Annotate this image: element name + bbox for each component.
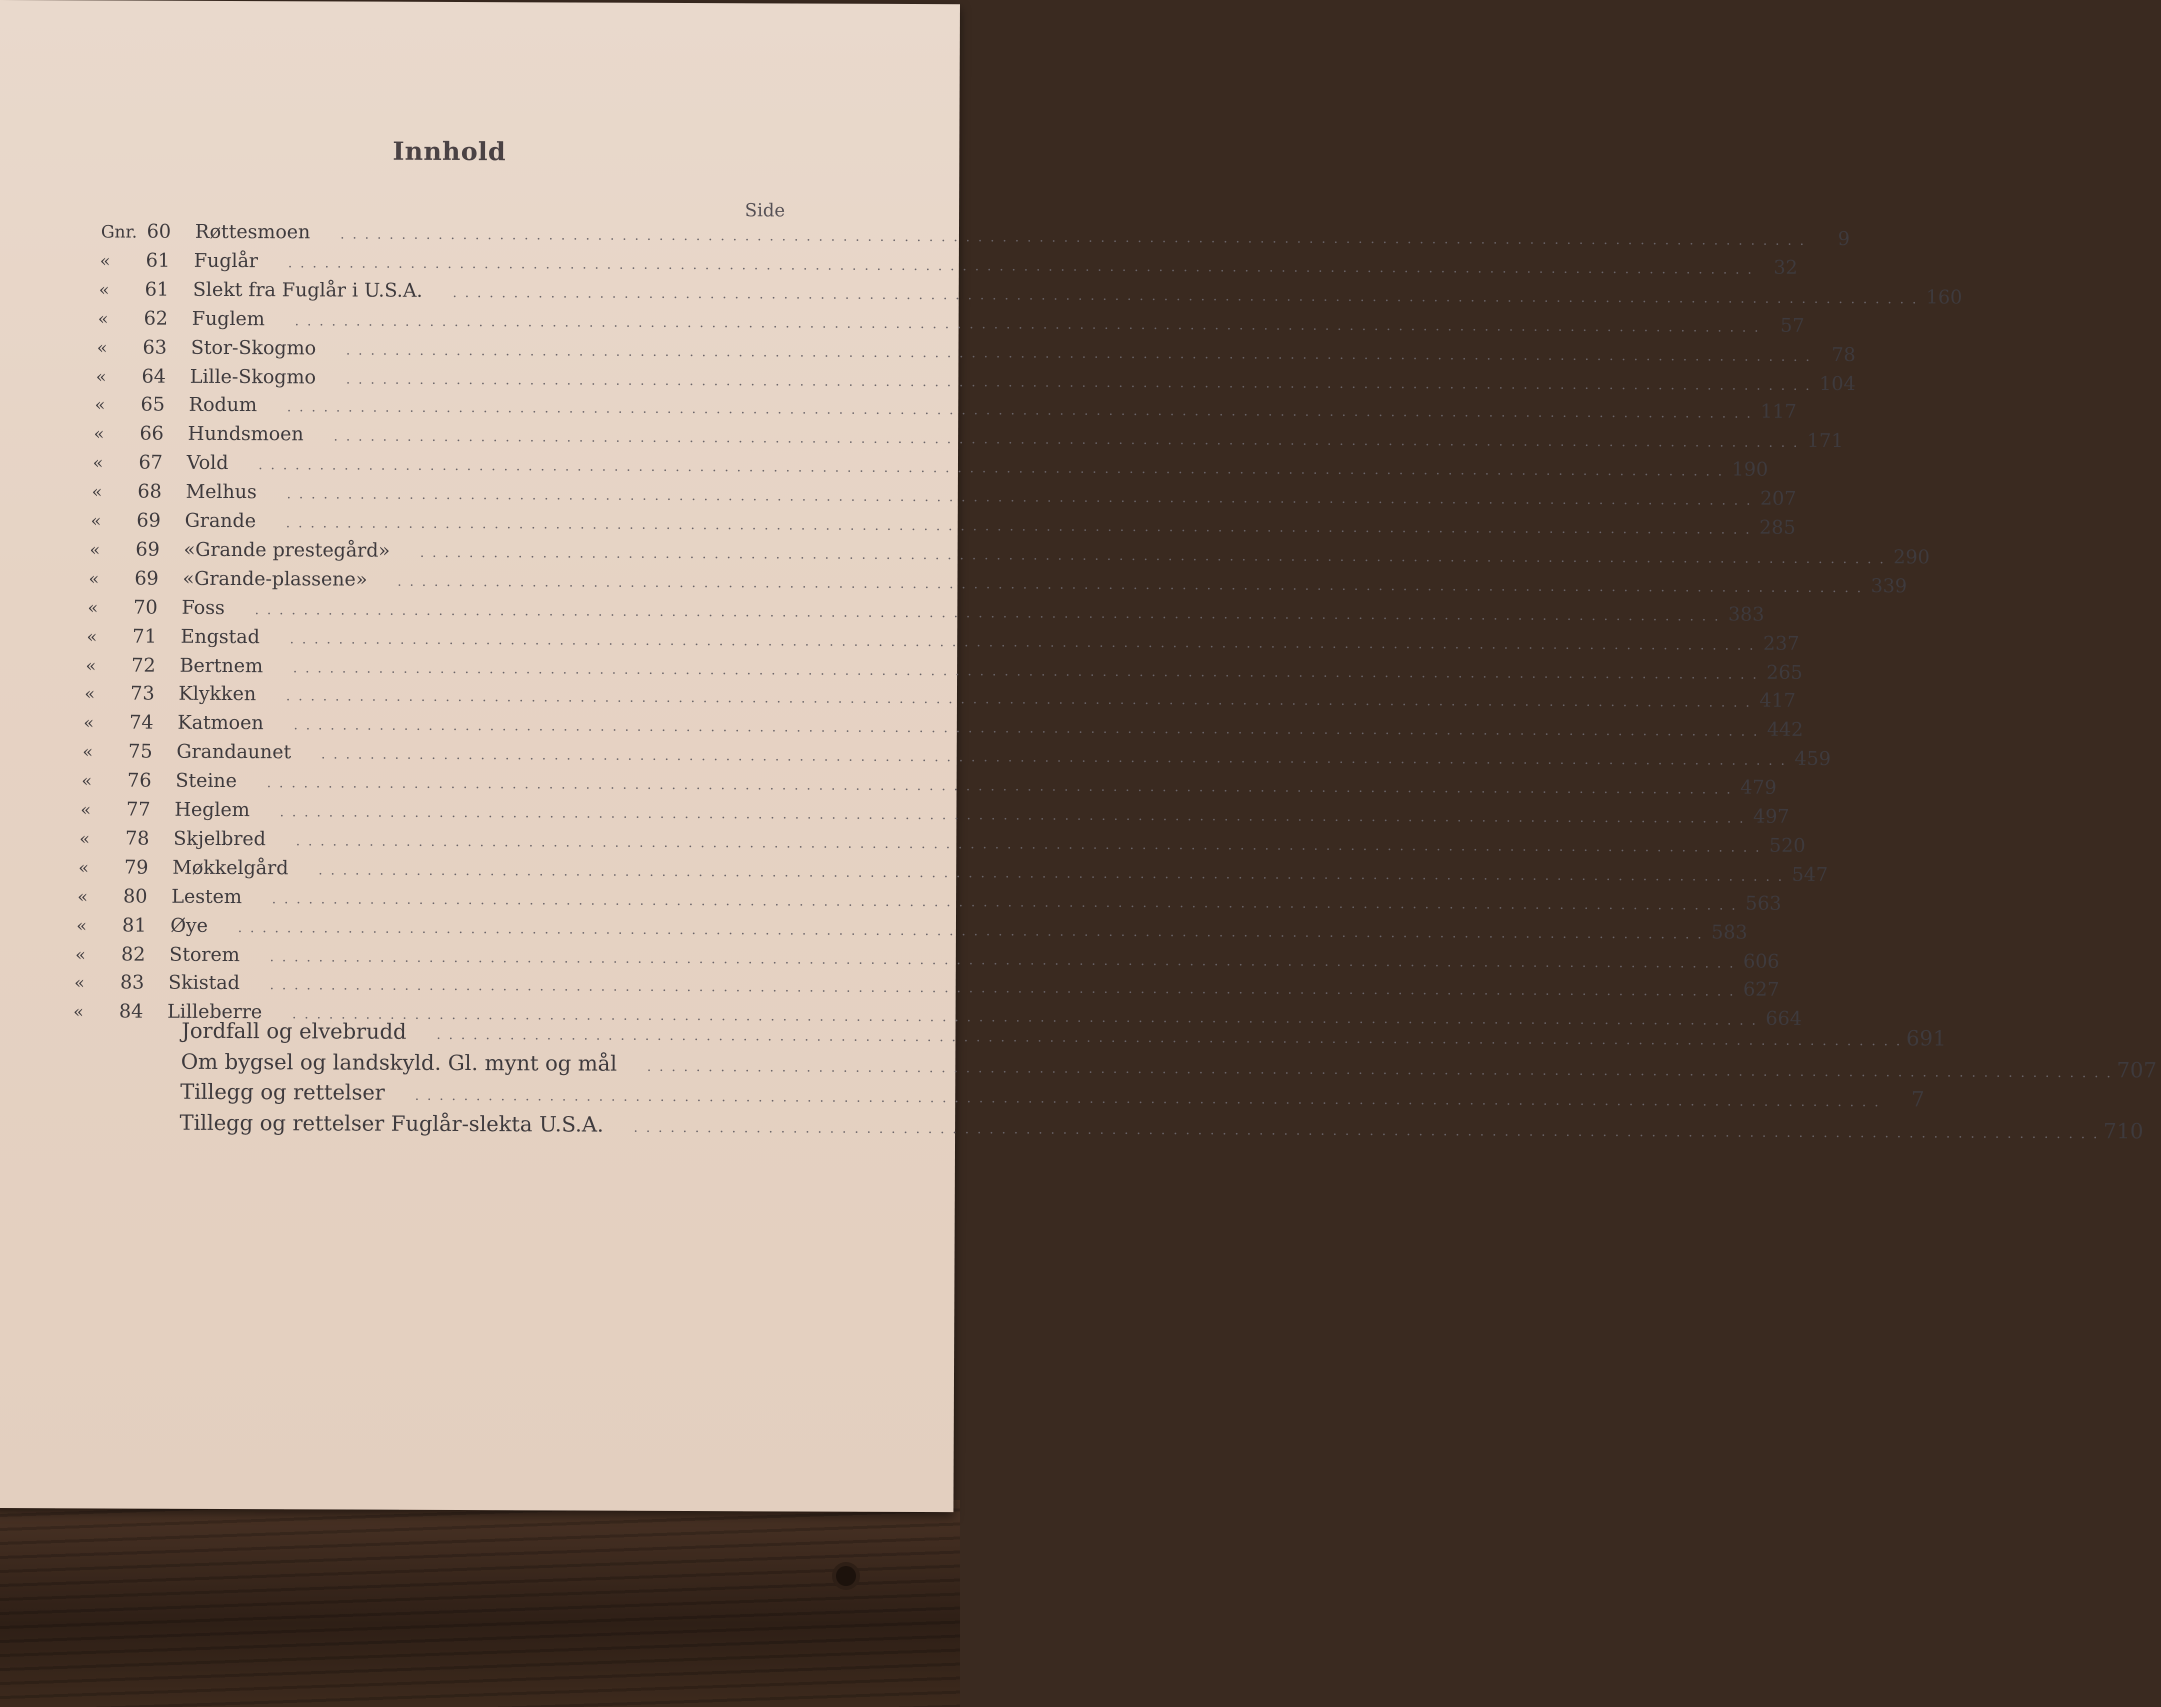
toc-entry (87, 596, 1765, 626)
toc-entry (80, 798, 1790, 828)
farm-number: 69 (136, 509, 161, 532)
farm-number-prefix: « (95, 366, 107, 387)
toc-entry (97, 307, 1805, 337)
page-number: 520 (1769, 834, 1806, 857)
toc-entry (98, 278, 1963, 309)
farm-number: 61 (145, 249, 171, 272)
toc-entry (91, 480, 1797, 510)
farm-number: 71 (132, 625, 157, 648)
farm-number: 75 (128, 740, 153, 763)
farm-number: 61 (144, 278, 169, 301)
page-number: 207 (1760, 487, 1797, 510)
appendix-title: Jordfall og elvebrudd (181, 1018, 407, 1044)
farm-number-prefix: « (89, 540, 101, 561)
dot-leader: . . . . . . . . . . . . . . . . . . . . . . . . . . . . . . . . . . . . . . . . . . . . . . . . . . . . . . . . . . . . . . . . . . . . . . . . . . . . . . . . . . . . . . . . . . . . . . . . . . . . . . . . . . . . . . . . . . . . . . . . (269, 949, 1736, 972)
farm-number: 80 (123, 885, 148, 908)
dot-leader: . . . . . . . . . . . . . . . . . . . . . . . . . . . . . . . . . . . . . . . . . . . . . . . . . . . . . . . . . . . . . . . . . . . . . . . . . . . . . . . . . . . . . . . . . . . . . . . . . . . . . . . . . . . . . . . . . . . . . . . . (633, 1120, 2100, 1142)
toc-entry (74, 971, 1780, 1002)
farm-number-prefix: « (94, 395, 106, 416)
farm-number: 69 (134, 567, 159, 590)
farm-number: 76 (127, 769, 152, 792)
dot-leader: . . . . . . . . . . . . . . . . . . . . . . . . . . . . . . . . . . . . . . . . . . . . . . . . . . . . . . . . . . . . . . . . . . . . . . . . . . . . . . . . . . . . . . . . . . . . . . . . . . . . . . . . . . . . . . . . . . . . . . . . (237, 920, 1704, 943)
farm-name: Skjelbred (173, 827, 266, 851)
farm-name: Bertnem (179, 654, 264, 677)
farm-name: Katmoen (177, 712, 264, 735)
page-number: 442 (1766, 719, 1804, 742)
page-number: 285 (1759, 516, 1796, 539)
dot-leader: . . . . . . . . . . . . . . . . . . . . . . . . . . . . . . . . . . . . . . . . . . . . . . . . . . . . . . . . . . . . . . . . . . . . . . . . . . . . . . . . . . . . . . . . . . . . . . . . . . . . . . . . . . . . . . . . . . . . . . . . (646, 1059, 2113, 1081)
toc-entry (85, 654, 1803, 684)
farm-name: Slekt fra Fuglår i U.S.A. (192, 278, 423, 302)
farm-number-prefix: « (75, 944, 86, 965)
page-number: 583 (1711, 921, 1748, 944)
farm-name: Grande (184, 509, 257, 533)
dot-leader: . . . . . . . . . . . . . . . . . . . . . . . . . . . . . . . . . . . . . . . . . . . . . . . . . . . . . . . . . . . . . . . . . . . . . . . . . . . . . . . . . . . . . . . . . . . . . . . . . . . . . . . . . . . . . . . . . . . . . . . . (294, 313, 1761, 336)
dot-leader: . . . . . . . . . . . . . . . . . . . . . . . . . . . . . . . . . . . . . . . . . . . . . . . . . . . . . . . . . . . . . . . . . . . . . . . . . . . . . . . . . . . . . . . . . . . . . . . . . . . . . . . . . . . . . . . . . . . . . . . . (254, 602, 1721, 625)
dot-leader: . . . . . . . . . . . . . . . . . . . . . . . . . . . . . . . . . . . . . . . . . . . . . . . . . . . . . . . . . . . . . . . . . . . . . . . . . . . . . . . . . . . . . . . . . . . . . . . . . . . . . . . . . . . . . . . . . . . . . . . . (321, 747, 1787, 769)
dot-leader: . . . . . . . . . . . . . . . . . . . . . . . . . . . . . . . . . . . . . . . . . . . . . . . . . . . . . . . . . . . . . . . . . . . . . . . . . . . . . . . . . . . . . . . . . . . . . . . . . . . . . . . . . . . . . . . . . . . . . . . . (318, 863, 1785, 885)
farm-number: 70 (133, 596, 158, 619)
farm-name: Grandaunet (176, 740, 292, 764)
farm-name: Lilleberre (167, 1001, 263, 1024)
farm-number-prefix: « (91, 482, 103, 503)
farm-number: 78 (125, 827, 150, 850)
page-number: 497 (1753, 805, 1790, 828)
dot-leader: . . . . . . . . . . . . . . . . . . . . . . . . . . . . . . . . . . . . . . . . . . . . . . . . . . . . . . . . . . . . . . . . . . . . . . . . . . . . . . . . . . . . . . . . . . . . . . . . . . . . . . . . . . . . . . . . . . . . . . . . (292, 660, 1759, 683)
dot-leader: . . . . . . . . . . . . . . . . . . . . . . . . . . . . . . . . . . . . . . . . . . . . . . . . . . . . . . . . . . . . . . . . . . . . . . . . . . . . . . . . . . . . . . . . . . . . . . . . . . . . . . . . . . . . . . . . . . . . . . . . (420, 545, 1886, 568)
farm-number: 74 (129, 711, 154, 734)
dot-leader: . . . . . . . . . . . . . . . . . . . . . . . . . . . . . . . . . . . . . . . . . . . . . . . . . . . . . . . . . . . . . . . . . . . . . . . . . . . . . . . . . . . . . . . . . . . . . . . . . . . . . . . . . . . . . . . . . . . . . . . . (266, 776, 1733, 798)
page-number: 383 (1728, 603, 1765, 626)
farm-number-prefix: « (80, 800, 91, 821)
farm-number-prefix: « (77, 887, 88, 908)
farm-number-prefix: « (82, 742, 93, 763)
page-number: 290 (1893, 546, 1930, 569)
farm-number: 62 (143, 307, 168, 330)
farm-number-prefix: « (97, 309, 109, 330)
appendix-entry (180, 1079, 1925, 1112)
farm-name: Heglem (174, 798, 250, 822)
farm-number: 82 (121, 943, 146, 966)
dot-leader: . . . . . . . . . . . . . . . . . . . . . . . . . . . . . . . . . . . . . . . . . . . . . . . . . . . . . . . . . . . . . . . . . . . . . . . . . . . . . . . . . . . . . . . . . . . . . . . . . . . . . . . . . . . . . . . . . . . . . . . . (346, 343, 1812, 365)
farm-number-prefix: « (92, 453, 104, 474)
farm-name: Lille-Skogmo (189, 365, 317, 388)
toc-entry (88, 567, 1908, 598)
page-number: 117 (1760, 401, 1797, 424)
toc-entry (94, 394, 1797, 424)
farm-number-prefix: « (98, 280, 110, 301)
page-number: 707 (2116, 1057, 2157, 1082)
farm-number-prefix: « (85, 655, 97, 676)
side-column-label: Side (744, 200, 786, 222)
farm-number: 64 (141, 365, 166, 388)
dot-leader: . . . . . . . . . . . . . . . . . . . . . . . . . . . . . . . . . . . . . . . . . . . . . . . . . . . . . . . . . . . . . . . . . . . . . . . . . . . . . . . . . . . . . . . . . . . . . . . . . . . . . . . . . . . . . . . . . . . . . . . . (333, 429, 1800, 452)
farm-name: Stor-Skogmo (190, 336, 317, 359)
dot-leader: . . . . . . . . . . . . . . . . . . . . . . . . . . . . . . . . . . . . . . . . . . . . . . . . . . . . . . . . . . . . . . . . . . . . . . . . . . . . . . . . . . . . . . . . . . . . . . . . . . . . . . . . . . . . . . . . . . . . . . . . (436, 1027, 1903, 1050)
dot-leader: . . . . . . . . . . . . . . . . . . . . . . . . . . . . . . . . . . . . . . . . . . . . . . . . . . . . . . . . . . . . . . . . . . . . . . . . . . . . . . . . . . . . . . . . . . . . . . . . . . . . . . . . . . . . . . . . . . . . . . . . (414, 1088, 1881, 1111)
dot-leader: . . . . . . . . . . . . . . . . . . . . . . . . . . . . . . . . . . . . . . . . . . . . . . . . . . . . . . . . . . . . . . . . . . . . . . . . . . . . . . . . . . . . . . . . . . . . . . . . . . . . . . . . . . . . . . . . . . . . . . . . (258, 458, 1725, 480)
farm-number: 83 (120, 971, 145, 995)
page-number: 627 (1743, 979, 1780, 1002)
farm-name: Fuglem (191, 307, 265, 330)
toc-entry (86, 625, 1800, 655)
dot-leader: . . . . . . . . . . . . . . . . . . . . . . . . . . . . . . . . . . . . . . . . . . . . . . . . . . . . . . . . . . . . . . . . . . . . . . . . . . . . . . . . . . . . . . . . . . . . . . . . . . . . . . . . . . . . . . . . . . . . . . . . (295, 834, 1762, 856)
farm-name: «Grande prestegård» (183, 538, 391, 562)
farm-number-prefix: « (81, 771, 92, 792)
toc-entry (92, 451, 1769, 481)
dot-leader: . . . . . . . . . . . . . . . . . . . . . . . . . . . . . . . . . . . . . . . . . . . . . . . . . . . . . . . . . . . . . . . . . . . . . . . . . . . . . . . . . . . . . . . . . . . . . . . . . . . . . . . . . . . . . . . . . . . . . . . . (287, 256, 1754, 278)
dot-leader: . . . . . . . . . . . . . . . . . . . . . . . . . . . . . . . . . . . . . . . . . . . . . . . . . . . . . . . . . . . . . . . . . . . . . . . . . . . . . . . . . . . . . . . . . . . . . . . . . . . . . . . . . . . . . . . . . . . . . . . . (286, 400, 1753, 423)
page-number: 237 (1763, 632, 1800, 655)
page-number: 459 (1794, 748, 1831, 771)
page-title: Innhold (392, 136, 507, 167)
farm-number: 63 (142, 336, 167, 359)
page-number: 563 (1745, 892, 1782, 915)
dot-leader: . . . . . . . . . . . . . . . . . . . . . . . . . . . . . . . . . . . . . . . . . . . . . . . . . . . . . . . . . . . . . . . . . . . . . . . . . . . . . . . . . . . . . . . . . . . . . . . . . . . . . . . . . . . . . . . . . . . . . . . . (286, 689, 1752, 712)
page-number: 104 (1819, 372, 1856, 395)
dot-leader: . . . . . . . . . . . . . . . . . . . . . . . . . . . . . . . . . . . . . . . . . . . . . . . . . . . . . . . . . . . . . . . . . . . . . . . . . . . . . . . . . . . . . . . . . . . . . . . . . . . . . . . . . . . . . . . . . . . . . . . . (397, 574, 1864, 596)
farm-number: 60 (146, 220, 172, 243)
toc-entry (78, 856, 1829, 886)
dot-leader: . . . . . . . . . . . . . . . . . . . . . . . . . . . . . . . . . . . . . . . . . . . . . . . . . . . . . . . . . . . . . . . . . . . . . . . . . . . . . . . . . . . . . . . . . . . . . . . . . . . . . . . . . . . . . . . . . . . . . . . . (452, 285, 1919, 308)
farm-number-prefix: « (78, 858, 89, 879)
page-number: 479 (1740, 776, 1777, 799)
toc-entry (77, 885, 1782, 915)
page-number: 160 (1925, 286, 1963, 309)
toc-entry (81, 769, 1777, 799)
page-number: 171 (1807, 430, 1844, 453)
page-number: 265 (1766, 661, 1803, 684)
appendix-title: Tillegg og rettelser (180, 1079, 385, 1105)
page-number: 339 (1870, 574, 1908, 598)
farm-number-prefix: Gnr. (100, 222, 138, 243)
dot-leader: . . . . . . . . . . . . . . . . . . . . . . . . . . . . . . . . . . . . . . . . . . . . . . . . . . . . . . . . . . . . . . . . . . . . . . . . . . . . . . . . . . . . . . . . . . . . . . . . . . . . . . . . . . . . . . . . . . . . . . . . (269, 978, 1736, 1000)
farm-number: 67 (138, 451, 163, 474)
farm-number-prefix: « (73, 1002, 84, 1023)
toc-entry (90, 509, 1796, 539)
dot-leader: . . . . . . . . . . . . . . . . . . . . . . . . . . . . . . . . . . . . . . . . . . . . . . . . . . . . . . . . . . . . . . . . . . . . . . . . . . . . . . . . . . . . . . . . . . . . . . . . . . . . . . . . . . . . . . . . . . . . . . . . (289, 631, 1756, 654)
dot-leader: . . . . . . . . . . . . . . . . . . . . . . . . . . . . . . . . . . . . . . . . . . . . . . . . . . . . . . . . . . . . . . . . . . . . . . . . . . . . . . . . . . . . . . . . . . . . . . . . . . . . . . . . . . . . . . . . . . . . . . . . (286, 487, 1753, 509)
farm-name: Engstad (180, 625, 260, 648)
appendix-title: Tillegg og rettelser Fuglår-slekta U.S.A. (179, 1110, 604, 1137)
dot-leader: . . . . . . . . . . . . . . . . . . . . . . . . . . . . . . . . . . . . . . . . . . . . . . . . . . . . . . . . . . . . . . . . . . . . . . . . . . . . . . . . . . . . . . . . . . . . . . . . . . . . . . . . . . . . . . . . . . . . . . . . (285, 516, 1752, 538)
farm-name: Vold (186, 452, 229, 475)
farm-number-prefix: « (76, 915, 87, 936)
appendix-title: Om bygsel og landskyld. Gl. mynt og mål (180, 1049, 618, 1076)
page-number: 9 (1837, 228, 1850, 251)
farm-name: Rodum (188, 394, 258, 417)
farm-name: Melhus (185, 480, 257, 504)
farm-number: 68 (137, 480, 162, 503)
farm-number-prefix: « (74, 973, 85, 994)
dot-leader: . . . . . . . . . . . . . . . . . . . . . . . . . . . . . . . . . . . . . . . . . . . . . . . . . . . . . . . . . . . . . . . . . . . . . . . . . . . . . . . . . . . . . . . . . . . . . . . . . . . . . . . . . . . . . . . . . . . . . . . . (345, 372, 1812, 394)
page-number: 606 (1743, 950, 1780, 973)
farm-name: «Grande-plassene» (182, 567, 368, 591)
toc-entry (99, 249, 1798, 279)
toc-entry (79, 827, 1806, 857)
wooden-table-background (0, 1500, 960, 1707)
page-number: 7 (1911, 1087, 1925, 1112)
farm-number: 81 (122, 914, 147, 937)
farm-number-prefix: « (79, 829, 90, 850)
farm-name: Røttesmoen (194, 220, 311, 244)
toc-entry (76, 914, 1748, 944)
farm-number-prefix: « (83, 713, 94, 734)
toc-entry (100, 220, 1850, 251)
farm-number-prefix: « (96, 338, 108, 359)
farm-number-prefix: « (84, 684, 96, 705)
dot-leader: . . . . . . . . . . . . . . . . . . . . . . . . . . . . . . . . . . . . . . . . . . . . . . . . . . . . . . . . . . . . . . . . . . . . . . . . . . . . . . . . . . . . . . . . . . . . . . . . . . . . . . . . . . . . . . . . . . . . . . . . (279, 805, 1746, 827)
dot-leader: . . . . . . . . . . . . . . . . . . . . . . . . . . . . . . . . . . . . . . . . . . . . . . . . . . . . . . . . . . . . . . . . . . . . . . . . . . . . . . . . . . . . . . . . . . . . . . . . . . . . . . . . . . . . . . . . . . . . . . . . (340, 227, 1806, 249)
toc-entry (93, 422, 1844, 453)
toc-entry (75, 943, 1780, 973)
page-number: 417 (1759, 690, 1796, 713)
farm-name: Fuglår (193, 249, 259, 273)
toc-entry (96, 336, 1856, 366)
farm-number-prefix: « (86, 626, 98, 648)
farm-number: 73 (130, 682, 155, 706)
page-number: 664 (1765, 1008, 1802, 1031)
farm-name: Steine (175, 769, 237, 793)
toc-entry (82, 740, 1831, 771)
farm-number: 84 (119, 1000, 144, 1023)
farm-number-prefix: « (99, 251, 111, 272)
farm-name: Hundsmoen (187, 423, 304, 446)
page-number: 57 (1780, 314, 1805, 337)
farm-name: Skistad (168, 972, 240, 995)
wood-knot (836, 1566, 856, 1586)
farm-number-prefix: « (90, 511, 102, 532)
farm-number: 65 (140, 394, 165, 417)
farm-name: Storem (169, 943, 240, 966)
appendix-entry (179, 1110, 2144, 1143)
toc-entry (89, 538, 1930, 569)
farm-name: Foss (181, 596, 225, 619)
dot-leader: . . . . . . . . . . . . . . . . . . . . . . . . . . . . . . . . . . . . . . . . . . . . . . . . . . . . . . . . . . . . . . . . . . . . . . . . . . . . . . . . . . . . . . . . . . . . . . . . . . . . . . . . . . . . . . . . . . . . . . . . (292, 1007, 1758, 1029)
farm-name: Møkkelgård (172, 856, 289, 880)
appendix-entry (180, 1049, 2157, 1082)
page-number: 190 (1731, 458, 1769, 481)
farm-name: Klykken (178, 683, 257, 706)
farm-number: 72 (131, 654, 156, 677)
page-number: 32 (1773, 256, 1798, 279)
page-number: 78 (1831, 343, 1856, 366)
farm-number-prefix: « (93, 424, 105, 445)
farm-number: 69 (135, 538, 160, 561)
dot-leader: . . . . . . . . . . . . . . . . . . . . . . . . . . . . . . . . . . . . . . . . . . . . . . . . . . . . . . . . . . . . . . . . . . . . . . . . . . . . . . . . . . . . . . . . . . . . . . . . . . . . . . . . . . . . . . . . . . . . . . . . (271, 891, 1738, 914)
farm-number: 66 (139, 422, 164, 446)
page-number: 691 (1906, 1026, 1947, 1051)
toc-entry (83, 711, 1804, 742)
farm-number: 77 (126, 798, 151, 821)
farm-number-prefix: « (87, 598, 99, 619)
farm-name: Lestem (171, 885, 242, 908)
farm-number-prefix: « (88, 569, 100, 590)
farm-number: 79 (124, 856, 149, 879)
toc-entry (84, 682, 1796, 713)
farm-name: Øye (170, 914, 208, 937)
toc-entry (95, 365, 1856, 395)
page-number: 547 (1791, 863, 1829, 886)
dot-leader: . . . . . . . . . . . . . . . . . . . . . . . . . . . . . . . . . . . . . . . . . . . . . . . . . . . . . . . . . . . . . . . . . . . . . . . . . . . . . . . . . . . . . . . . . . . . . . . . . . . . . . . . . . . . . . . . . . . . . . . . (293, 718, 1760, 740)
page-number: 710 (2103, 1118, 2144, 1143)
